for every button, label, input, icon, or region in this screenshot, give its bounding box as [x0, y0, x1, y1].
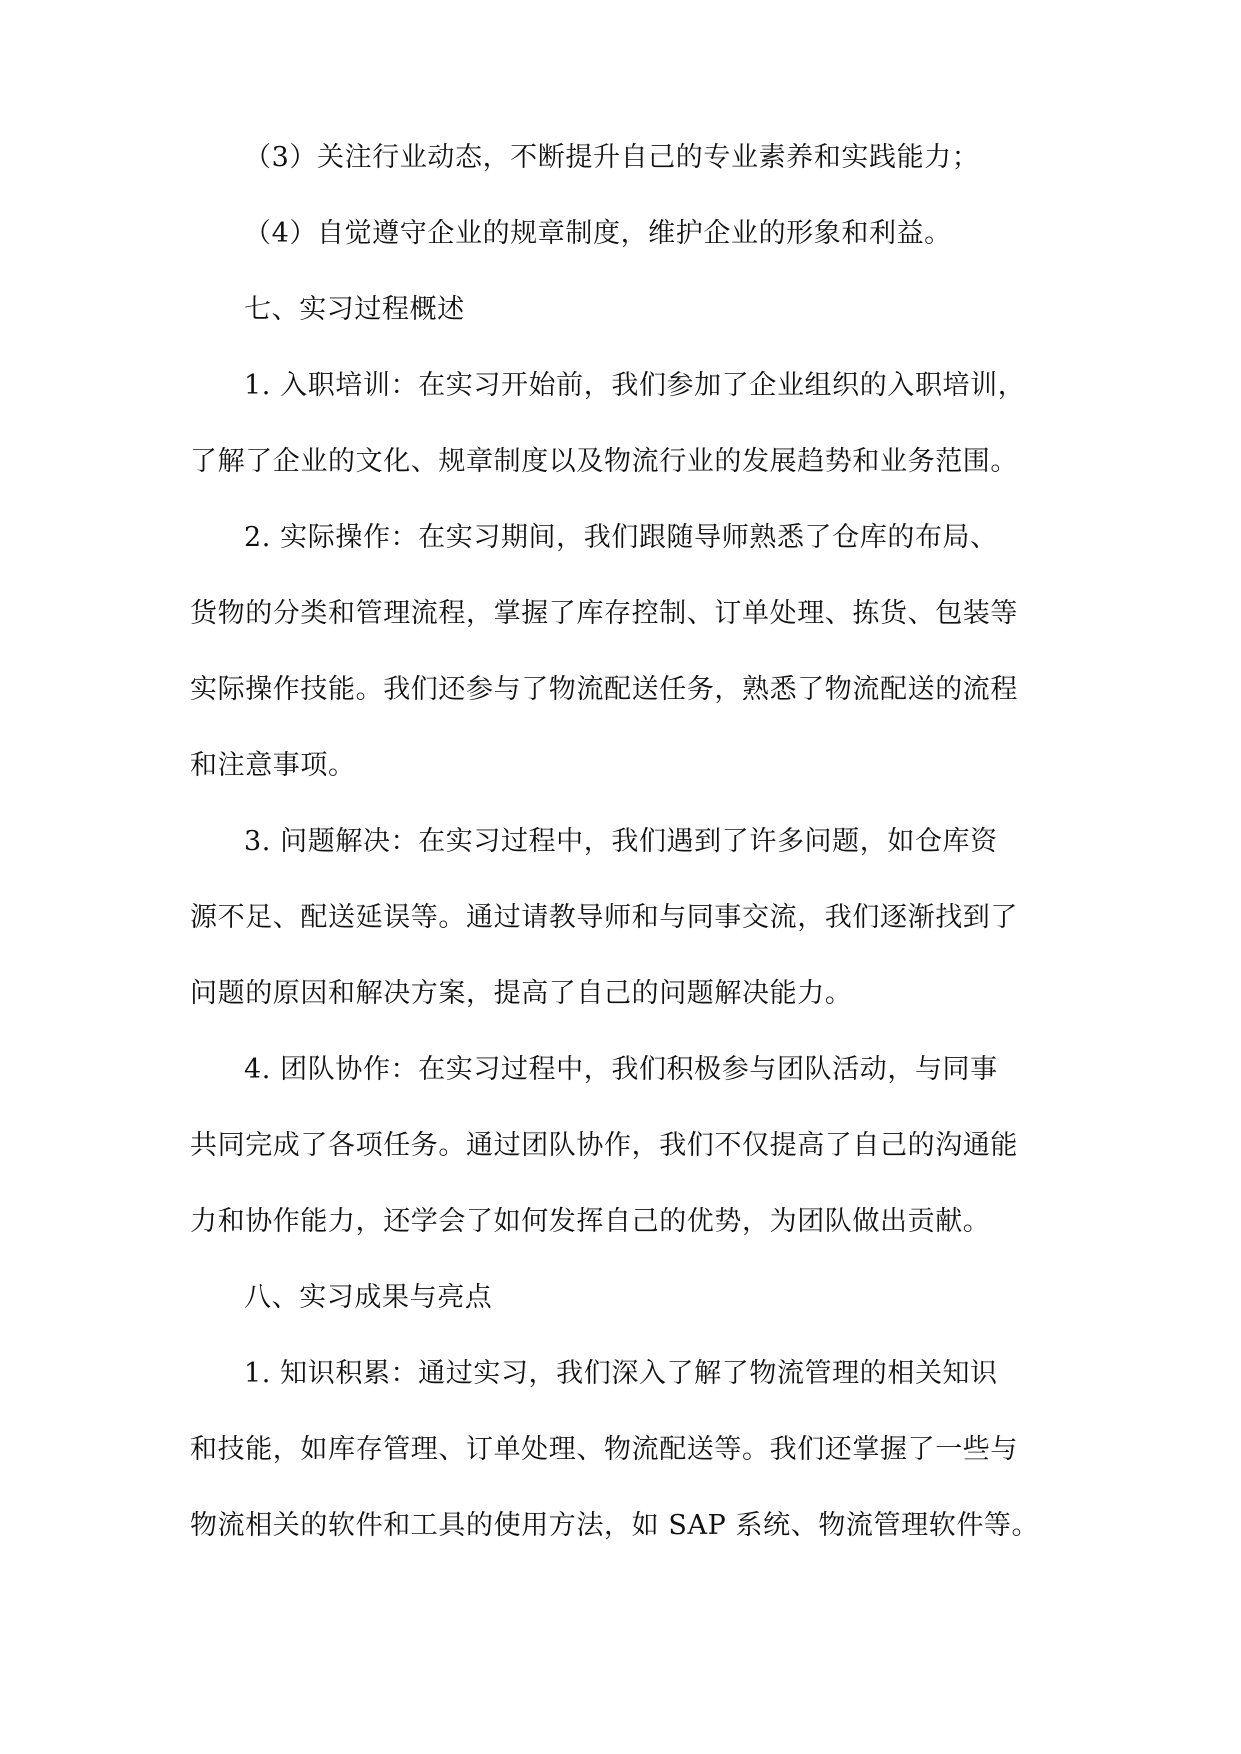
section-heading-7: 七、实习过程概述: [244, 294, 465, 325]
section-heading-8: 八、实习成果与亮点: [244, 1282, 493, 1313]
paragraph-line: 物流相关的软件和工具的使用方法，如 SAP 系统、物流管理软件等。: [190, 1510, 1040, 1541]
paragraph-line: 源不足、配送延误等。通过请教导师和与同事交流，我们逐渐找到了: [190, 902, 1018, 933]
paragraph-line: 1. 知识积累：通过实习，我们深入了解了物流管理的相关知识: [244, 1358, 998, 1389]
paragraph-line: 1. 入职培训：在实习开始前，我们参加了企业组织的入职培训，: [244, 370, 1026, 401]
paragraph-line: 和技能，如库存管理、订单处理、物流配送等。我们还掌握了一些与: [190, 1434, 1018, 1465]
paragraph-line: 了解了企业的文化、规章制度以及物流行业的发展趋势和业务范围。: [190, 446, 1018, 477]
paragraph-line: 货物的分类和管理流程，掌握了库存控制、订单处理、拣货、包装等: [190, 598, 1018, 629]
paragraph-line: 力和协作能力，还学会了如何发挥自己的优势，为团队做出贡献。: [190, 1206, 991, 1237]
list-item-3: （3）关注行业动态，不断提升自己的专业素养和实践能力；: [244, 142, 980, 173]
paragraph-line: 问题的原因和解决方案，提高了自己的问题解决能力。: [190, 978, 853, 1009]
paragraph-line: 4. 团队协作：在实习过程中，我们积极参与团队活动，与同事: [244, 1054, 998, 1085]
paragraph-line: 实际操作技能。我们还参与了物流配送任务，熟悉了物流配送的流程: [190, 674, 1018, 705]
paragraph-line: 共同完成了各项任务。通过团队协作，我们不仅提高了自己的沟通能: [190, 1130, 1018, 1161]
list-item-4: （4）自觉遵守企业的规章制度，维护企业的形象和利益。: [244, 218, 952, 249]
paragraph-line: 和注意事项。: [190, 750, 356, 781]
paragraph-line: 2. 实际操作：在实习期间，我们跟随导师熟悉了仓库的布局、: [244, 522, 998, 553]
paragraph-line: 3. 问题解决：在实习过程中，我们遇到了许多问题，如仓库资: [244, 826, 998, 857]
